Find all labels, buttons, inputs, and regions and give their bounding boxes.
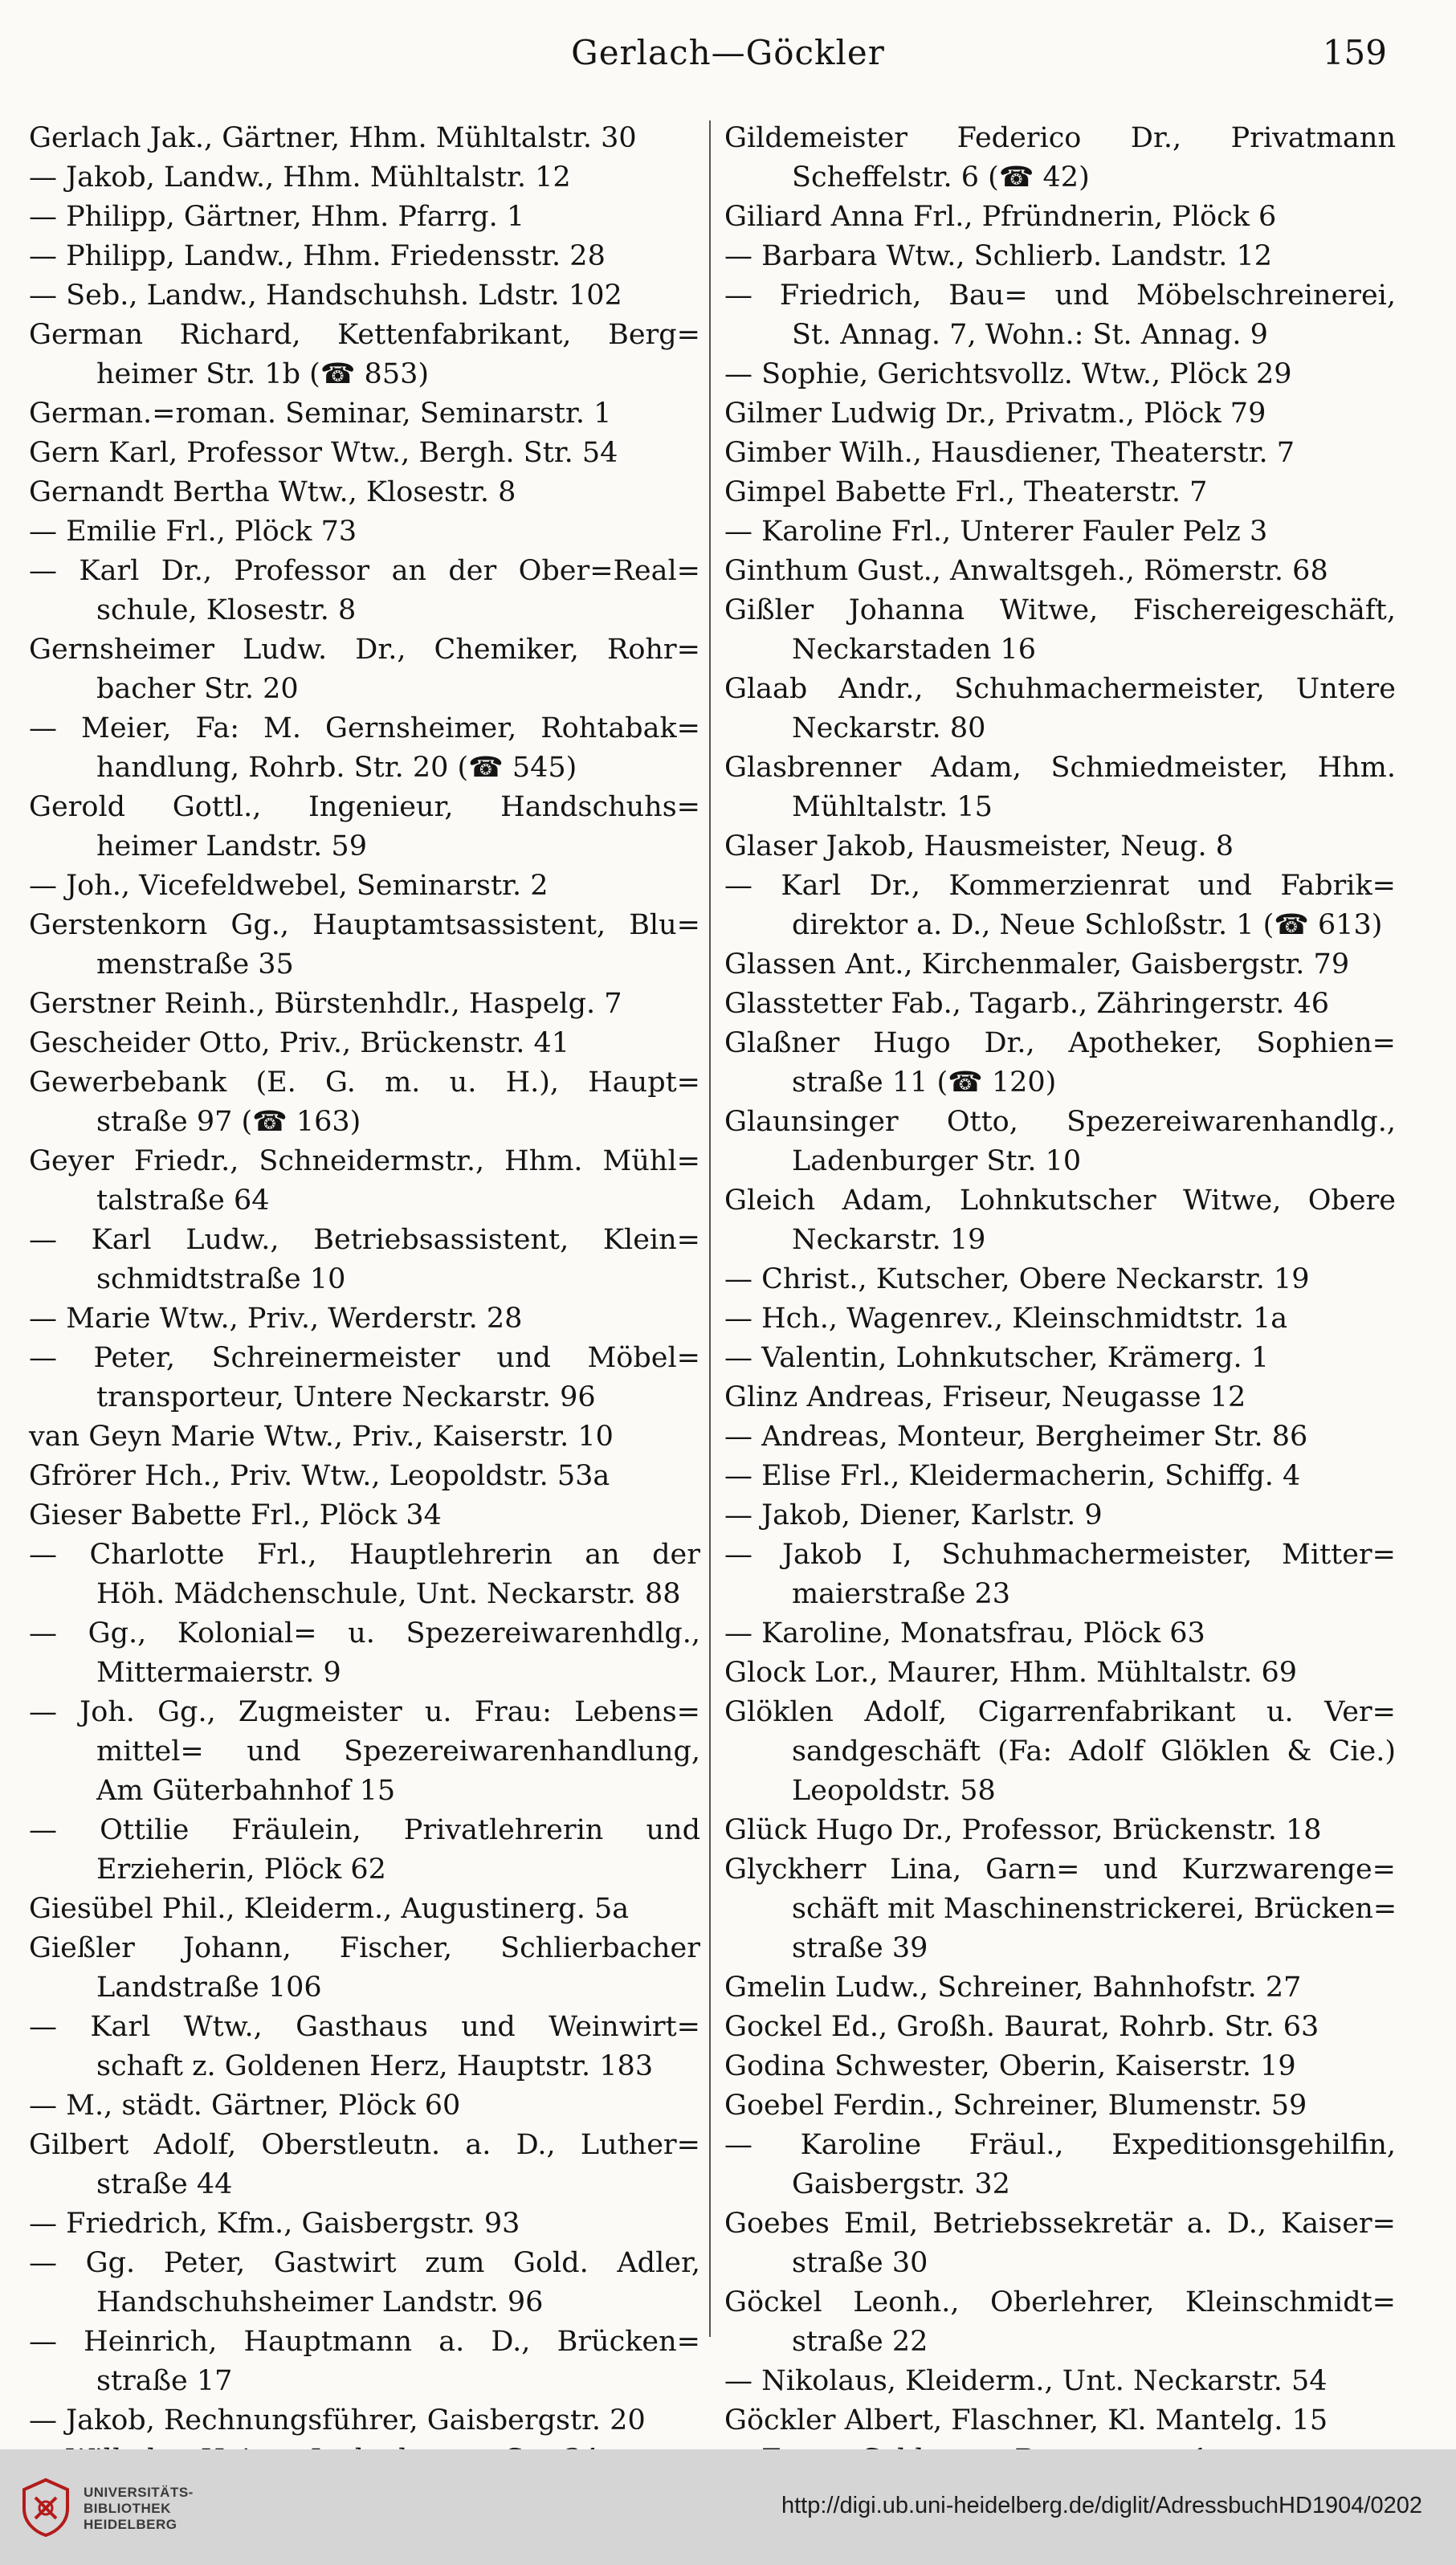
directory-entry (29, 630, 700, 709)
directory-entry (724, 1181, 1396, 1260)
university-seal-icon (18, 2477, 74, 2538)
entry-continuation-line: talstraße 64 (96, 1185, 270, 1217)
directory-entry (29, 985, 700, 1024)
entry-line: Glasbrenner Adam, Schmiedmeister, Hhm. (724, 752, 1396, 784)
directory-entry (29, 1890, 700, 1929)
entry-continuation-line: handlung, Rohrb. Str. 20 (☎ 545) (96, 752, 577, 784)
entry-continuation-line: straße 97 (☎ 163) (96, 1106, 361, 1138)
entry-continuation-line: straße 39 (792, 1932, 928, 1964)
left-column (29, 119, 700, 2437)
entry-line: Glaunsinger Otto, Spezereiwarenhandlg., (724, 1106, 1396, 1138)
directory-entry (724, 985, 1396, 1024)
entry-line: — Joh., Vicefeldwebel, Seminarstr. 2 (29, 870, 549, 902)
entry-line: German Richard, Kettenfabrikant, Berg= (29, 319, 700, 351)
directory-entry (29, 2008, 700, 2086)
entry-line: Gerstenkorn Gg., Hauptamtsassistent, Blu= (29, 909, 700, 941)
directory-entry (29, 198, 700, 237)
entry-line: Glück Hugo Dr., Professor, Brückenstr. 18 (724, 1814, 1322, 1846)
directory-entry (724, 512, 1396, 552)
directory-entry (724, 1968, 1396, 2008)
directory-entry (724, 2283, 1396, 2362)
directory-entry (29, 158, 700, 198)
directory-entry (724, 1378, 1396, 1417)
directory-entry (724, 1339, 1396, 1378)
directory-entry (724, 2401, 1396, 2441)
footer-bar (0, 2449, 1456, 2565)
directory-entry (724, 867, 1396, 945)
entry-continuation-line: St. Annag. 7, Wohn.: St. Annag. 9 (792, 319, 1268, 351)
directory-entry (29, 1142, 700, 1221)
page-header (0, 29, 1456, 77)
entry-line: Gernsheimer Ludw. Dr., Chemiker, Rohr= (29, 634, 700, 666)
entry-line: — M., städt. Gärtner, Plöck 60 (29, 2090, 461, 2122)
directory-entry (724, 394, 1396, 434)
entry-line: Gißler Johanna Witwe, Fischereigeschäft, (724, 594, 1396, 626)
entry-continuation-line: schule, Klosestr. 8 (96, 594, 357, 626)
entry-line: Gimpel Babette Frl., Theaterstr. 7 (724, 476, 1208, 508)
directory-entry (724, 1496, 1396, 1535)
directory-entry (29, 394, 700, 434)
entry-line: — Jakob, Rechnungsführer, Gaisbergstr. 20 (29, 2404, 646, 2437)
entry-line: Gockel Ed., Großh. Baurat, Rohrb. Str. 63 (724, 2011, 1319, 2043)
entry-line: Gewerbebank (E. G. m. u. H.), Haupt= (29, 1066, 700, 1099)
directory-entry (724, 2204, 1396, 2283)
directory-entry (724, 1457, 1396, 1496)
entry-continuation-line: straße 22 (792, 2326, 928, 2358)
directory-entry (724, 1299, 1396, 1339)
directory-entry (29, 1535, 700, 1614)
entry-continuation-line: schaft z. Goldenen Herz, Hauptstr. 183 (96, 2050, 654, 2082)
directory-entry (29, 1299, 700, 1339)
directory-entry (29, 276, 700, 316)
entry-line: Goebes Emil, Betriebssekretär a. D., Kaiser= (724, 2208, 1396, 2240)
right-column (724, 119, 1397, 2437)
entry-continuation-line: schmidtstraße 10 (96, 1263, 346, 1295)
entry-continuation-line: straße 44 (96, 2168, 233, 2200)
entry-continuation-line: sandgeschäft (Fa: Adolf Glöklen & Cie.) (792, 1735, 1396, 1768)
entry-line: — Seb., Landw., Handschuhsh. Ldstr. 102 (29, 279, 622, 312)
directory-entry (29, 1417, 700, 1457)
entry-line: Gerold Gottl., Ingenieur, Handschuhs= (29, 791, 700, 823)
directory-entry (29, 119, 700, 158)
entry-line: — Emilie Frl., Plöck 73 (29, 516, 357, 548)
entry-line: Gmelin Ludw., Schreiner, Bahnhofstr. 27 (724, 1972, 1302, 2004)
entry-line: Gfrörer Hch., Priv. Wtw., Leopoldstr. 53a (29, 1460, 610, 1492)
directory-entry (724, 1693, 1396, 1811)
entry-line: Goebel Ferdin., Schreiner, Blumenstr. 59 (724, 2090, 1307, 2122)
entry-line: Giesübel Phil., Kleiderm., Augustinerg. 5a (29, 1893, 630, 1925)
entry-line: — Charlotte Frl., Hauptlehrerin an der (29, 1539, 700, 1571)
directory-entry (29, 2126, 700, 2204)
entry-line: Geyer Friedr., Schneidermstr., Hhm. Mühl= (29, 1145, 700, 1177)
entry-line: — Ottilie Fräulein, Privatlehrerin und (29, 1814, 700, 1846)
directory-entry (29, 906, 700, 985)
directory-entry (29, 2244, 700, 2322)
entry-continuation-line: direktor a. D., Neue Schloßstr. 1 (☎ 613) (792, 909, 1383, 941)
library-name (84, 2485, 194, 2533)
entry-line: Gescheider Otto, Priv., Brückenstr. 41 (29, 1027, 570, 1059)
entry-continuation-line: mittel= und Spezereiwarenhandlung, (96, 1735, 700, 1768)
directory-entry (724, 1103, 1396, 1181)
entry-line: — Christ., Kutscher, Obere Neckarstr. 19 (724, 1263, 1310, 1295)
entry-line: Godina Schwester, Oberin, Kaiserstr. 19 (724, 2050, 1296, 2082)
entry-continuation-line: Erzieherin, Plöck 62 (96, 1853, 386, 1886)
directory-entry (29, 1811, 700, 1890)
entry-line: — Karl Ludw., Betriebsassistent, Klein= (29, 1224, 700, 1256)
entry-line: — Andreas, Monteur, Bergheimer Str. 86 (724, 1421, 1308, 1453)
entry-line: — Marie Wtw., Priv., Werderstr. 28 (29, 1303, 523, 1335)
entry-line: — Karoline Fräul., Expeditionsgehilfin, (724, 2129, 1396, 2161)
directory-entry (724, 276, 1396, 355)
entry-continuation-line: straße 11 (☎ 120) (792, 1066, 1057, 1099)
entry-line: Glyckherr Lina, Garn= und Kurzwarenge= (724, 1853, 1396, 1886)
directory-entry (29, 2401, 700, 2441)
directory-entry (724, 1260, 1396, 1299)
entry-line: Glassen Ant., Kirchenmaler, Gaisbergstr. 79 (724, 948, 1350, 981)
entry-line: — Philipp, Gärtner, Hhm. Pfarrg. 1 (29, 201, 525, 233)
directory-entry (29, 788, 700, 867)
entry-line: Gerstner Reinh., Bürstenhdlr., Haspelg. 7 (29, 988, 622, 1020)
directory-entry (29, 1339, 700, 1417)
directory-entry (29, 316, 700, 394)
directory-entry (724, 355, 1396, 394)
directory-entry (29, 237, 700, 276)
entry-line: — Elise Frl., Kleidermacherin, Schiffg. 4 (724, 1460, 1301, 1492)
entry-line: Gildemeister Federico Dr., Privatmann (724, 122, 1396, 154)
directory-entry (724, 591, 1396, 670)
page-number: 159 (1322, 33, 1387, 72)
entry-line: Glinz Andreas, Friseur, Neugasse 12 (724, 1381, 1246, 1413)
entry-line: — Heinrich, Hauptmann a. D., Brücken= (29, 2326, 700, 2358)
directory-entry (724, 670, 1396, 748)
entry-line: Gieser Babette Frl., Plöck 34 (29, 1499, 442, 1531)
entry-continuation-line: schäft mit Maschinenstrickerei, Brücken= (792, 1893, 1397, 1925)
entry-line: Glock Lor., Maurer, Hhm. Mühltalstr. 69 (724, 1657, 1298, 1689)
entry-line: — Jakob, Diener, Karlstr. 9 (724, 1499, 1103, 1531)
entry-line: Glöklen Adolf, Cigarrenfabrikant u. Ver= (724, 1696, 1396, 1728)
entry-continuation-line: Scheffelstr. 6 (☎ 42) (792, 161, 1090, 194)
library-name-line: UNIVERSITÄTS- (84, 2485, 194, 2500)
library-name-line: HEIDELBERG (84, 2517, 177, 2532)
entry-line: — Gg., Kolonial= u. Spezereiwarenhdlg., (29, 1617, 700, 1650)
entry-line: Gernandt Bertha Wtw., Klosestr. 8 (29, 476, 516, 508)
directory-entry (724, 119, 1396, 198)
entry-line: Göckler Albert, Flaschner, Kl. Mantelg. 15 (724, 2404, 1328, 2437)
directory-entry (29, 2204, 700, 2244)
entry-line: — Friedrich, Bau= und Möbelschreinerei, (724, 279, 1396, 312)
entry-line: — Jakob, Landw., Hhm. Mühltalstr. 12 (29, 161, 571, 194)
directory-entry (29, 1496, 700, 1535)
directory-entry (724, 945, 1396, 985)
entry-line: — Friedrich, Kfm., Gaisbergstr. 93 (29, 2208, 520, 2240)
entry-line: — Nikolaus, Kleiderm., Unt. Neckarstr. 54 (724, 2365, 1328, 2397)
entry-continuation-line: straße 17 (96, 2365, 233, 2397)
entry-line: Gießler Johann, Fischer, Schlierbacher (29, 1932, 700, 1964)
entry-continuation-line: heimer Str. 1b (☎ 853) (96, 358, 430, 390)
entry-continuation-line: Neckarstaden 16 (792, 634, 1036, 666)
directory-entry (724, 1850, 1396, 1968)
directory-entry (29, 1063, 700, 1142)
entry-line: — Valentin, Lohnkutscher, Krämerg. 1 (724, 1342, 1270, 1374)
entry-line: Gerlach Jak., Gärtner, Hhm. Mühltalstr. 30 (29, 122, 637, 154)
directory-entry (29, 434, 700, 473)
entry-line: van Geyn Marie Wtw., Priv., Kaiserstr. 10 (29, 1421, 614, 1453)
directory-entry (29, 1024, 700, 1063)
entry-continuation-line: Landstraße 106 (96, 1972, 322, 2004)
directory-entry (724, 2086, 1396, 2126)
directory-entry (724, 2047, 1396, 2086)
entry-line: — Gg. Peter, Gastwirt zum Gold. Adler, (29, 2247, 700, 2279)
directory-entry (29, 2322, 700, 2401)
directory-entry (29, 473, 700, 512)
entry-continuation-line: Gaisbergstr. 32 (792, 2168, 1010, 2200)
entry-continuation-line: Höh. Mädchenschule, Unt. Neckarstr. 88 (96, 1578, 681, 1610)
running-header: Gerlach—Göckler (571, 33, 885, 72)
entry-line: German.=roman. Seminar, Seminarstr. 1 (29, 398, 612, 430)
directory-entry (29, 512, 700, 552)
entry-line: — Karl Dr., Kommerzienrat und Fabrik= (724, 870, 1396, 902)
entry-line: Ginthum Gust., Anwaltsgeh., Römerstr. 68 (724, 555, 1328, 587)
directory-entry (724, 198, 1396, 237)
entry-line: — Joh. Gg., Zugmeister u. Frau: Lebens= (29, 1696, 700, 1728)
entry-line: — Jakob I, Schuhmachermeister, Mitter= (724, 1539, 1396, 1571)
entry-line: — Hch., Wagenrev., Kleinschmidtstr. 1a (724, 1303, 1288, 1335)
directory-entry (724, 1654, 1396, 1693)
entry-line: — Barbara Wtw., Schlierb. Landstr. 12 (724, 240, 1273, 272)
directory-entry (724, 827, 1396, 867)
directory-entry (29, 552, 700, 630)
entry-continuation-line: bacher Str. 20 (96, 673, 299, 705)
entry-line: — Meier, Fa: M. Gernsheimer, Rohtabak= (29, 712, 700, 744)
entry-line: Gilbert Adolf, Oberstleutn. a. D., Luther= (29, 2129, 700, 2161)
entry-continuation-line: transporteur, Untere Neckarstr. 96 (96, 1381, 596, 1413)
library-name-line: BIBLIOTHEK (84, 2501, 171, 2516)
directory-entry (724, 2126, 1396, 2204)
entry-continuation-line: Leopoldstr. 58 (792, 1775, 996, 1807)
directory-entry (724, 1417, 1396, 1457)
directory-entry (29, 1457, 700, 1496)
directory-entry (29, 1221, 700, 1299)
directory-entry (29, 2086, 700, 2126)
entry-line: — Karl Dr., Professor an der Ober=Real= (29, 555, 700, 587)
source-url-link[interactable]: http://digi.ub.uni-heidelberg.de/diglit/AdressbuchHD1904/0202 (781, 2493, 1422, 2518)
directory-entry (29, 867, 700, 906)
entry-line: Gimber Wilh., Hausdiener, Theaterstr. 7 (724, 437, 1295, 469)
entry-line: Glaser Jakob, Hausmeister, Neug. 8 (724, 830, 1234, 862)
entry-continuation-line: heimer Landstr. 59 (96, 830, 367, 862)
entry-continuation-line: menstraße 35 (96, 948, 294, 981)
column-divider (709, 120, 711, 2337)
entry-continuation-line: Mittermaierstr. 9 (96, 1657, 341, 1689)
directory-entry (724, 2362, 1396, 2401)
entry-line: Glasstetter Fab., Tagarb., Zähringerstr. 46 (724, 988, 1329, 1020)
entry-continuation-line: Ladenburger Str. 10 (792, 1145, 1082, 1177)
entry-line: Gilmer Ludwig Dr., Privatm., Plöck 79 (724, 398, 1266, 430)
entry-line: — Philipp, Landw., Hhm. Friedensstr. 28 (29, 240, 606, 272)
entry-line: — Karl Wtw., Gasthaus und Weinwirt= (29, 2011, 700, 2043)
entry-line: — Sophie, Gerichtsvollz. Wtw., Plöck 29 (724, 358, 1292, 390)
entry-line: — Karoline, Monatsfrau, Plöck 63 (724, 1617, 1205, 1650)
directory-entry (29, 1614, 700, 1693)
entry-continuation-line: Mühltalstr. 15 (792, 791, 993, 823)
directory-entry (724, 473, 1396, 512)
entry-line: Glaab Andr., Schuhmachermeister, Untere (724, 673, 1396, 705)
entry-continuation-line: Neckarstr. 80 (792, 712, 986, 744)
entry-line: Glaßner Hugo Dr., Apotheker, Sophien= (724, 1027, 1396, 1059)
entry-line: Gern Karl, Professor Wtw., Bergh. Str. 54 (29, 437, 618, 469)
entry-line: — Peter, Schreinermeister und Möbel= (29, 1342, 700, 1374)
directory-entry (724, 1535, 1396, 1614)
entry-line: Gleich Adam, Lohnkutscher Witwe, Obere (724, 1185, 1396, 1217)
entry-continuation-line: Neckarstr. 19 (792, 1224, 986, 1256)
directory-entry (724, 237, 1396, 276)
entry-line: Giliard Anna Frl., Pfründnerin, Plöck 6 (724, 201, 1277, 233)
directory-entry (724, 434, 1396, 473)
directory-entry (724, 2008, 1396, 2047)
directory-entry (29, 709, 700, 788)
directory-entry (29, 1929, 700, 2008)
directory-entry (29, 1693, 700, 1811)
directory-entry (724, 552, 1396, 591)
entry-continuation-line: Handschuhsheimer Landstr. 96 (96, 2286, 544, 2318)
entry-line: Göckel Leonh., Oberlehrer, Kleinschmidt= (724, 2286, 1396, 2318)
entry-continuation-line: maierstraße 23 (792, 1578, 1011, 1610)
entry-continuation-line: Am Güterbahnhof 15 (96, 1775, 396, 1807)
directory-entry (724, 1811, 1396, 1850)
entry-continuation-line: straße 30 (792, 2247, 928, 2279)
directory-entry (724, 1024, 1396, 1103)
entry-line: — Karoline Frl., Unterer Fauler Pelz 3 (724, 516, 1268, 548)
directory-entry (724, 748, 1396, 827)
directory-entry (724, 1614, 1396, 1654)
